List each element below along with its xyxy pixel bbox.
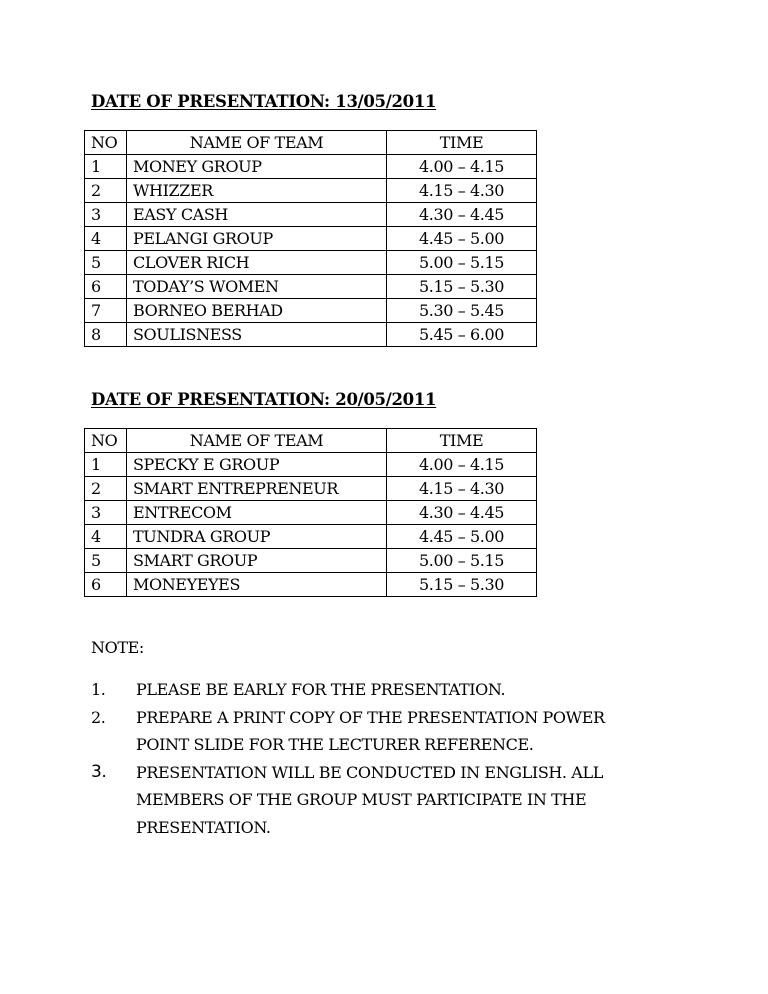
table-row: [85, 179, 537, 203]
team-name-cell: SMART ENTREPRENEUR: [127, 477, 387, 501]
team-number-cell: 4: [85, 525, 127, 549]
time-slot-cell: 5.30 – 5.45: [387, 299, 537, 323]
time-slot-cell: 5.15 – 5.30: [387, 573, 537, 597]
team-name-cell: BORNEO BERHAD: [127, 299, 387, 323]
time-slot-cell: 4.30 – 4.45: [387, 203, 537, 227]
table-row: [85, 251, 537, 275]
table-header-row: [85, 429, 537, 453]
team-name-cell: TODAY’S WOMEN: [127, 275, 387, 299]
time-slot-cell: 4.00 – 4.15: [387, 155, 537, 179]
team-number-cell: 2: [85, 179, 127, 203]
note-item: [91, 759, 651, 842]
team-number-cell: 6: [85, 275, 127, 299]
table-row: [85, 299, 537, 323]
column-header-no: NO: [85, 429, 127, 453]
team-name-cell: ENTRECOM: [127, 501, 387, 525]
column-header-time: TIME: [387, 429, 537, 453]
team-name-cell: PELANGI GROUP: [127, 227, 387, 251]
table-row: [85, 549, 537, 573]
note-title: NOTE:: [91, 638, 144, 657]
time-slot-cell: 5.15 – 5.30: [387, 275, 537, 299]
team-number-cell: 4: [85, 227, 127, 251]
team-number-cell: 7: [85, 299, 127, 323]
time-slot-cell: 4.45 – 5.00: [387, 227, 537, 251]
time-slot-cell: 5.00 – 5.15: [387, 549, 537, 573]
note-item: [91, 676, 651, 704]
team-name-cell: MONEY GROUP: [127, 155, 387, 179]
notes-list: [91, 676, 651, 841]
team-name-cell: EASY CASH: [127, 203, 387, 227]
team-name-cell: SOULISNESS: [127, 323, 387, 347]
team-name-cell: SMART GROUP: [127, 549, 387, 573]
column-header-no: NO: [85, 131, 127, 155]
team-name-cell: CLOVER RICH: [127, 251, 387, 275]
table-row: [85, 203, 537, 227]
note-text: PREPARE A PRINT COPY OF THE PRESENTATION POWER POINT SLIDE FOR THE LECTURER REFERENCE.: [136, 707, 605, 754]
table-row: [85, 501, 537, 525]
column-header-time: TIME: [387, 131, 537, 155]
time-slot-cell: 5.00 – 5.15: [387, 251, 537, 275]
team-number-cell: 1: [85, 453, 127, 477]
team-name-cell: WHIZZER: [127, 179, 387, 203]
team-number-cell: 5: [85, 251, 127, 275]
schedule-table-1: [84, 130, 537, 347]
team-number-cell: 3: [85, 501, 127, 525]
table-row: [85, 227, 537, 251]
team-number-cell: 1: [85, 155, 127, 179]
time-slot-cell: 4.00 – 4.15: [387, 453, 537, 477]
time-slot-cell: 5.45 – 6.00: [387, 323, 537, 347]
note-item: [91, 704, 651, 759]
table-row: [85, 155, 537, 179]
time-slot-cell: 4.15 – 4.30: [387, 179, 537, 203]
section-2-heading: DATE OF PRESENTATION: 20/05/2011: [91, 390, 437, 409]
team-number-cell: 3: [85, 203, 127, 227]
section-1-heading: DATE OF PRESENTATION: 13/05/2011: [91, 92, 437, 111]
note-number: 2.: [91, 707, 106, 727]
table-row: [85, 323, 537, 347]
team-number-cell: 2: [85, 477, 127, 501]
time-slot-cell: 4.15 – 4.30: [387, 477, 537, 501]
note-text: PRESENTATION WILL BE CONDUCTED IN ENGLISH. ALL MEMBERS OF THE GROUP MUST PARTICIPATE IN THE PRESENTATION.: [136, 762, 603, 837]
team-number-cell: 5: [85, 549, 127, 573]
note-number: 3.: [91, 761, 107, 782]
table-header-row: [85, 131, 537, 155]
table-row: [85, 453, 537, 477]
note-number: 1.: [91, 680, 106, 699]
column-header-name: NAME OF TEAM: [127, 131, 387, 155]
table-row: [85, 525, 537, 549]
time-slot-cell: 4.45 – 5.00: [387, 525, 537, 549]
team-name-cell: TUNDRA GROUP: [127, 525, 387, 549]
team-number-cell: 6: [85, 573, 127, 597]
team-name-cell: MONEYEYES: [127, 573, 387, 597]
table-row: [85, 477, 537, 501]
column-header-name: NAME OF TEAM: [127, 429, 387, 453]
team-name-cell: SPECKY E GROUP: [127, 453, 387, 477]
table-row: [85, 275, 537, 299]
time-slot-cell: 4.30 – 4.45: [387, 501, 537, 525]
note-text: PLEASE BE EARLY FOR THE PRESENTATION.: [136, 680, 506, 699]
schedule-table-2: [84, 428, 537, 597]
table-row: [85, 573, 537, 597]
team-number-cell: 8: [85, 323, 127, 347]
